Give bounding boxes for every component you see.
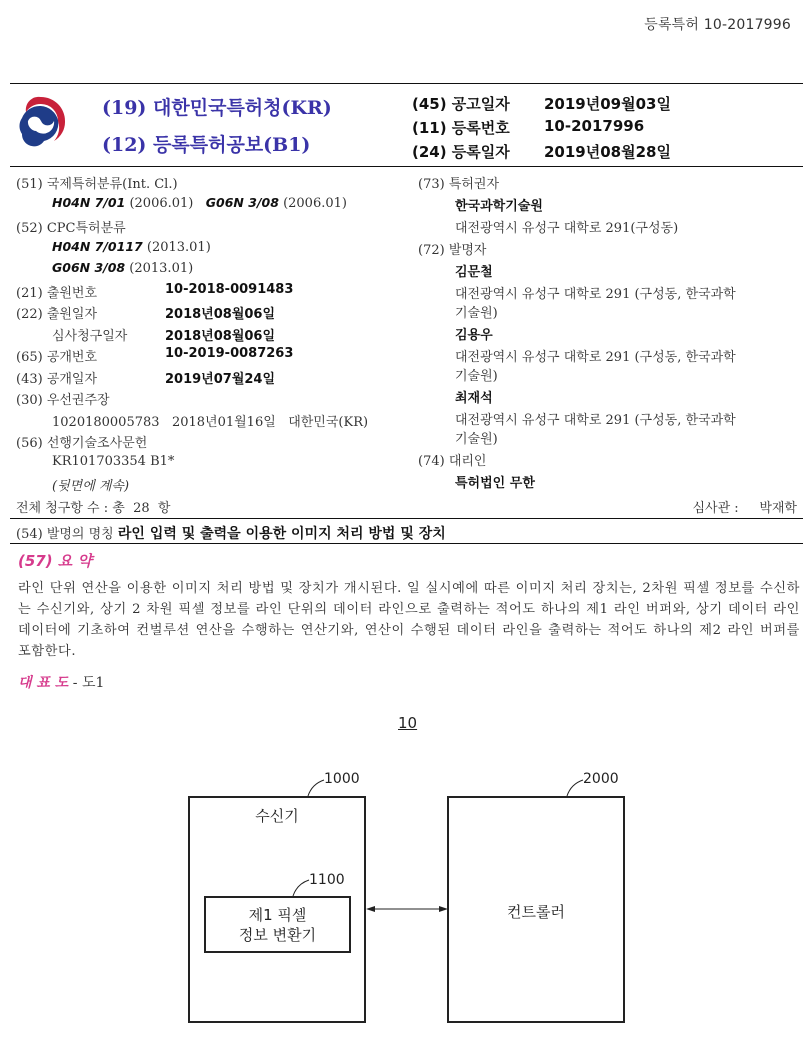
publication-date-label: (45) 공고일자 (412, 95, 510, 113)
priority-claim (52, 411, 368, 430)
laid-open-date-label: (43) 공개일자 (16, 372, 98, 387)
exam-request-date-label: 심사청구일자 (52, 329, 128, 344)
invention-title-label: (54) 발명의 명칭 (16, 527, 114, 542)
int-cl-code: G06N 3/08 (205, 195, 279, 210)
title-bottom-rule (10, 543, 803, 544)
inventor-name: 김문철 (455, 265, 493, 280)
priority-date: 2018년01월16일 (171, 415, 276, 430)
controller-box (447, 796, 625, 1023)
header-bottom-rule (10, 166, 803, 167)
inventor-address-cont: 기술원) (455, 306, 498, 321)
application-date-value: 2018년08월06일 (165, 307, 276, 322)
cpc-label: (52) CPC특허분류 (16, 221, 126, 236)
representative-figure (18, 672, 104, 692)
int-cl-version: (2006.01) (283, 196, 347, 211)
kipo-logo-icon (14, 94, 68, 148)
controller-ref-number: 2000 (583, 771, 619, 787)
int-cl-version: (2006.01) (129, 196, 194, 211)
abstract-heading: (57) 요 약 (18, 552, 93, 570)
examiner: 심사관 : 박재학 (692, 501, 797, 516)
int-cl-codes (52, 195, 347, 211)
application-number-value: 10-2018-0091483 (165, 282, 294, 297)
metadata-bottom-rule (10, 518, 803, 519)
total-claims: 전체 청구항 수 : 총 28 항 (16, 501, 171, 516)
inventor-name: 최재석 (455, 391, 493, 406)
registration-number-value: 10-2017996 (544, 117, 645, 135)
converter-box (204, 896, 351, 953)
laid-open-date-value: 2019년07월24일 (165, 372, 276, 387)
inventor-address: 대전광역시 유성구 대학로 291 (구성동, 한국과학 (455, 350, 736, 365)
publication-number-label: (65) 공개번호 (16, 350, 98, 365)
registration-number-row (412, 117, 792, 139)
patentee-label: (73) 특허권자 (418, 177, 500, 192)
converter-line1: 제1 픽셀 (248, 906, 307, 924)
representative-figure-label: 대 표 도 (18, 675, 69, 691)
patentee-name: 한국과학기술원 (455, 199, 543, 214)
int-cl-code: H04N 7/01 (52, 195, 126, 210)
office-name: (19) 대한민국특허청(KR) (102, 97, 332, 119)
publication-number-value: 10-2019-0087263 (165, 346, 294, 361)
agent-label: (74) 대리인 (418, 454, 487, 469)
cpc-code-row (52, 260, 193, 276)
inventor-address: 대전광역시 유성구 대학로 291 (구성동, 한국과학 (455, 413, 736, 428)
header-top-rule (10, 83, 803, 84)
cpc-code: G06N 3/08 (52, 260, 126, 275)
priority-label: (30) 우선권주장 (16, 393, 110, 408)
registration-number-label: (11) 등록번호 (412, 119, 510, 137)
registration-date-value: 2019년08월28일 (544, 143, 671, 161)
document-number: 등록특허 10-2017996 (644, 17, 791, 33)
figure-label: 10 (398, 714, 418, 732)
prior-art-label: (56) 선행기술조사문헌 (16, 436, 148, 451)
inventor-address-cont: 기술원) (455, 432, 498, 447)
priority-number: 1020180005783 (52, 415, 160, 430)
publication-type: (12) 등록특허공보(B1) (102, 134, 311, 156)
exam-request-date-value: 2018년08월06일 (165, 329, 276, 344)
prior-art-document: KR101703354 B1* (52, 454, 175, 469)
cpc-version: (2013.01) (146, 240, 211, 255)
cpc-code-row (52, 239, 211, 255)
registration-date-row (412, 141, 792, 163)
representative-figure-value: - 도1 (72, 675, 105, 691)
receiver-title: 수신기 (255, 807, 299, 825)
abstract-text: 라인 단위 연산을 이용한 이미지 처리 방법 및 장치가 개시된다. 일 실시예에 따른 이미지 처리 장치는, 2차원 픽셀 정보를 수신하는 수신기와, 상기 2 차원 픽셀 정보를 라인 단위의 데이터 라인으로 출력하는 적어도 하나의 제1 라인 버퍼와, 상기 데이터 라인 데이터에 기초하여 컨벌루션 연산을 수행하는 연산기와, 연산이 수행된 데이터 라인을 출력하는 적어도 하나의 제2 라인 버퍼를 포함한다. (18, 581, 800, 659)
inventor-name: 김용우 (455, 328, 493, 343)
publication-date-value: 2019년09월03일 (544, 95, 671, 113)
converter-ref-number: 1100 (309, 872, 345, 888)
patentee-address: 대전광역시 유성구 대학로 291(구성동) (455, 221, 679, 236)
invention-title: 라인 입력 및 출력을 이용한 이미지 처리 방법 및 장치 (117, 526, 446, 542)
continued-note: (뒷면에 계속) (52, 479, 130, 494)
cpc-version: (2013.01) (129, 261, 194, 276)
int-cl-label: (51) 국제특허분류(Int. Cl.) (16, 177, 178, 192)
registration-date-label: (24) 등록일자 (412, 143, 510, 161)
invention-title-row (16, 523, 446, 543)
converter-title (206, 905, 349, 945)
publication-date-row (412, 93, 792, 115)
application-number-label: (21) 출원번호 (16, 286, 98, 301)
cpc-code: H04N 7/0117 (52, 239, 143, 254)
application-date-label: (22) 출원일자 (16, 307, 98, 322)
inventor-address-cont: 기술원) (455, 369, 498, 384)
controller-title: 컨트롤러 (507, 903, 565, 921)
inventors-label: (72) 발명자 (418, 243, 487, 258)
receiver-ref-number: 1000 (324, 771, 360, 787)
inventor-address: 대전광역시 유성구 대학로 291 (구성동, 한국과학 (455, 287, 736, 302)
agent-name: 특허법인 무한 (455, 476, 535, 491)
priority-country: 대한민국(KR) (288, 415, 369, 430)
converter-line2: 정보 변환기 (238, 926, 317, 944)
